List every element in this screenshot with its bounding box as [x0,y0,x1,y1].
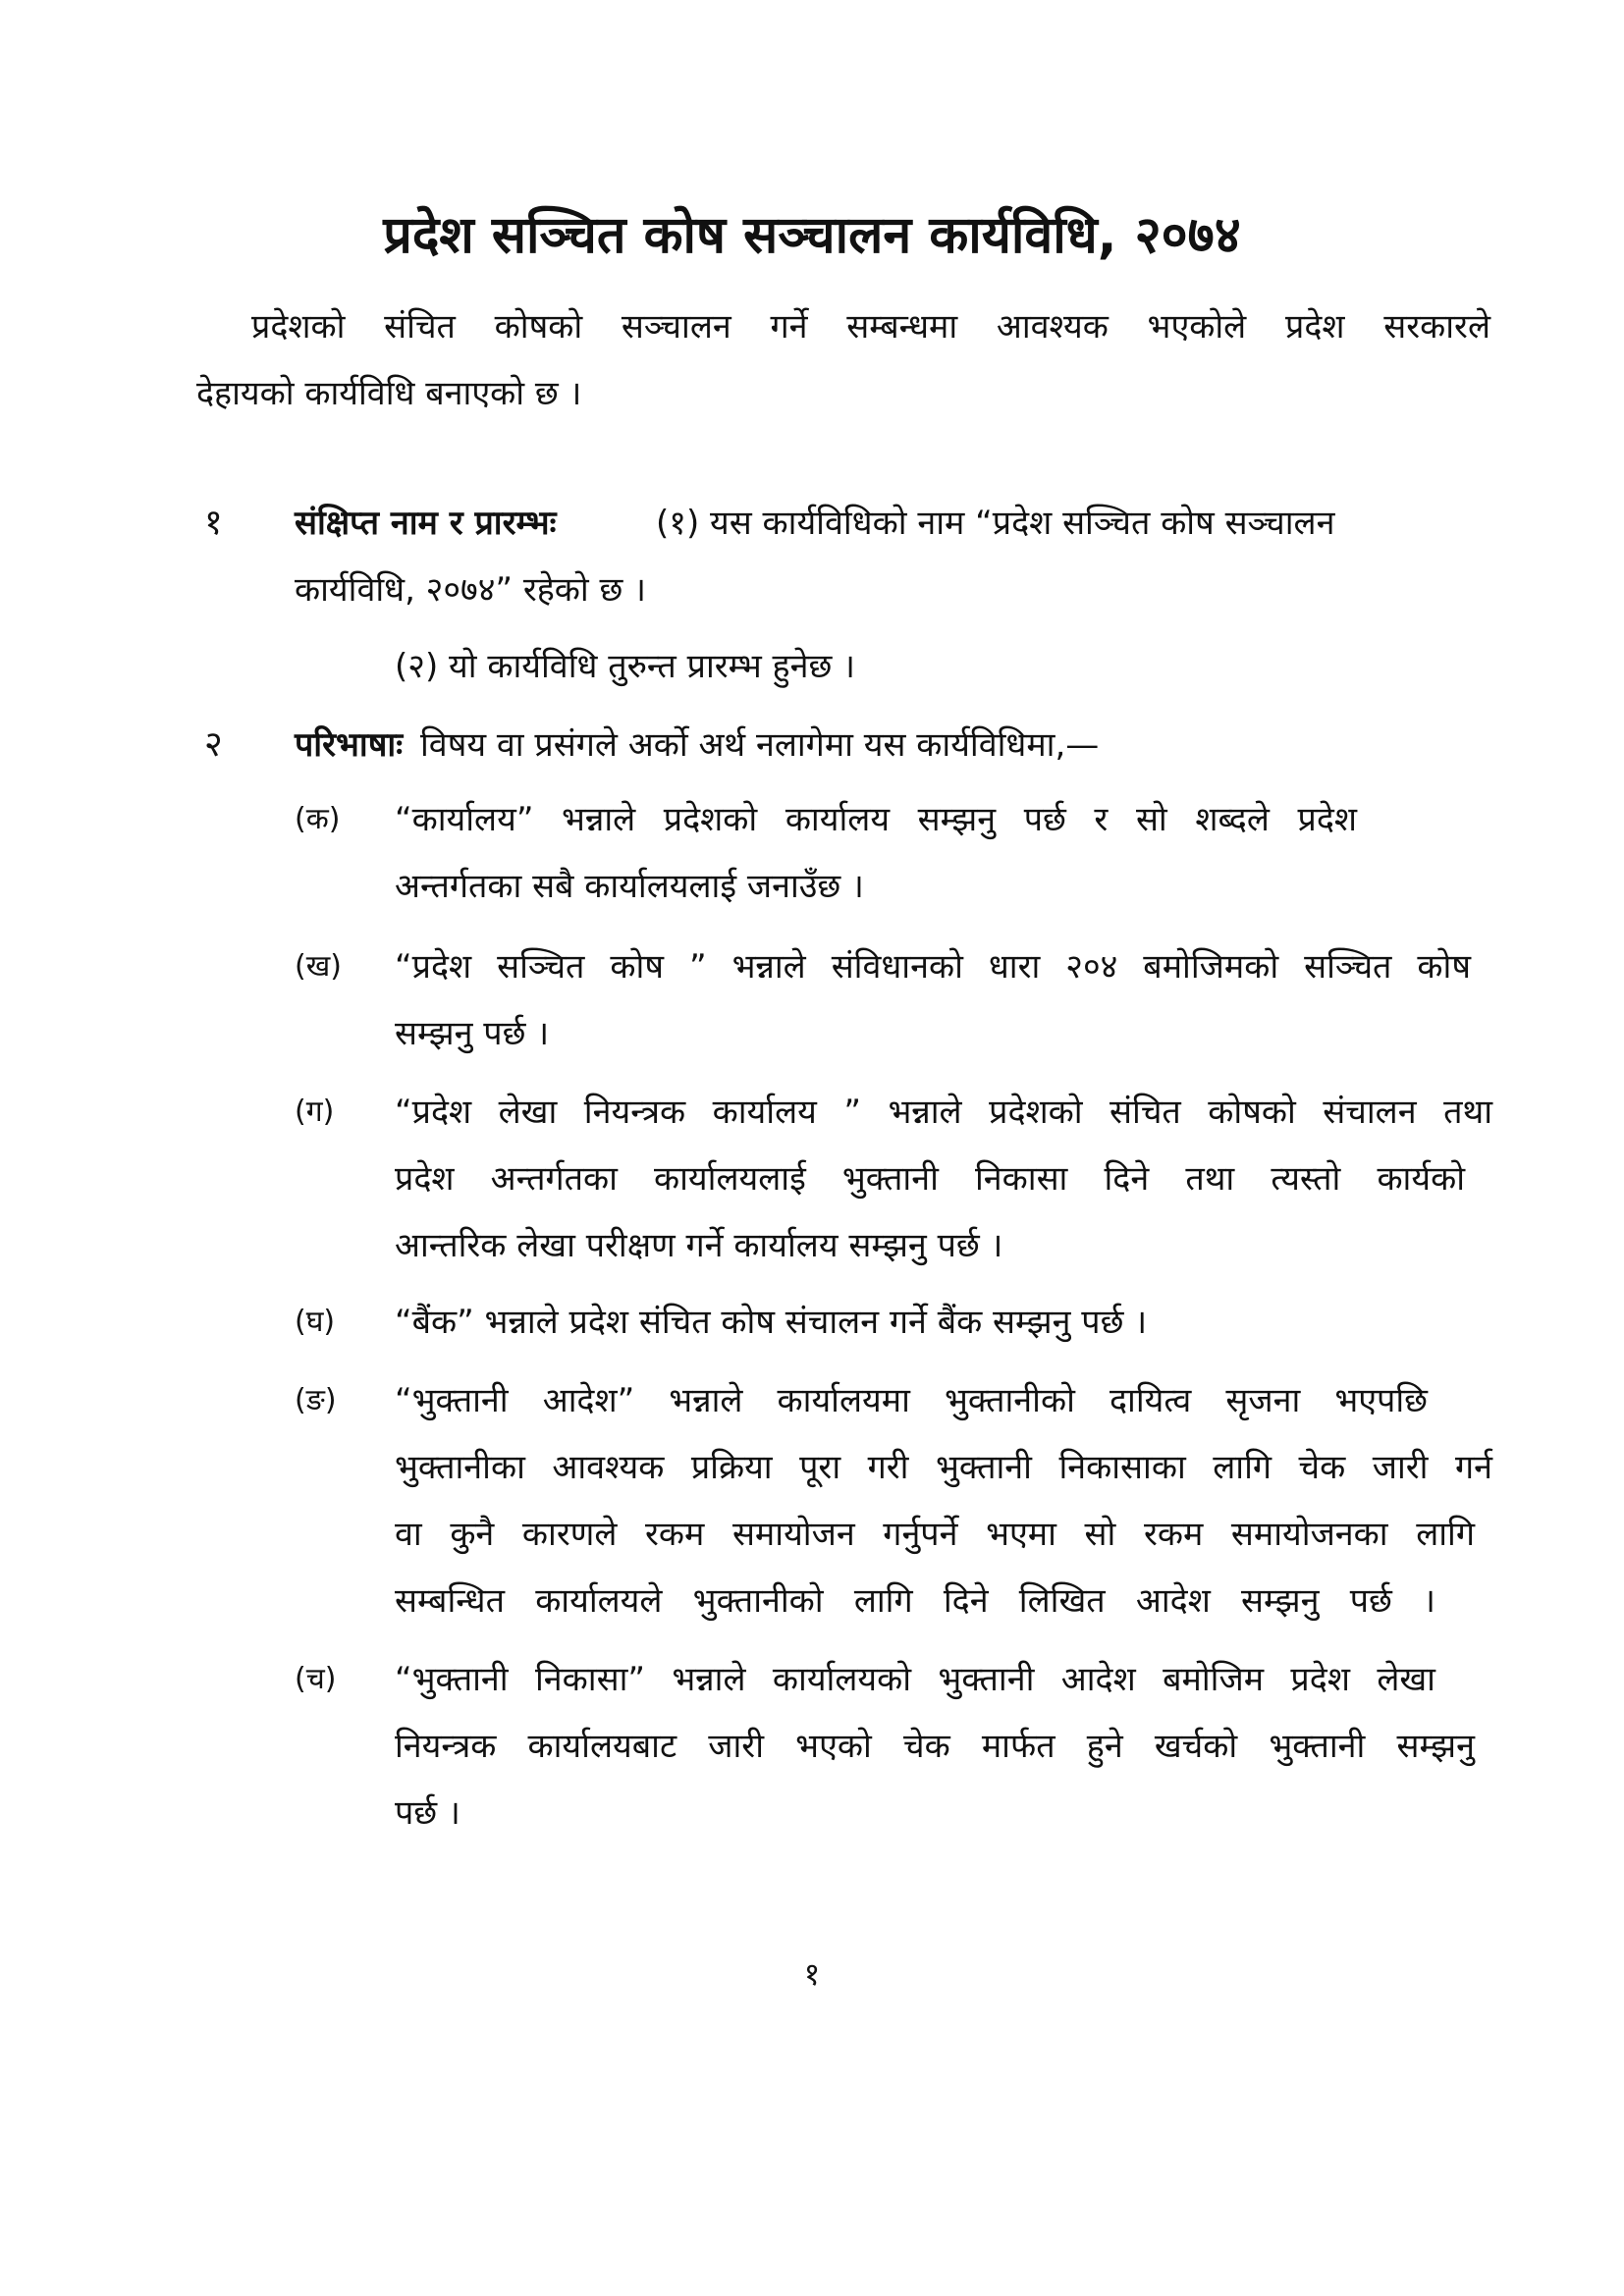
definition-marker-ga: (ग) [295,1095,335,1129]
definition-ga-line-2: प्रदेश अन्तर्गतका कार्यालयलाई भुक्तानी निकासा दिने तथा त्यस्तो कार्यको [395,1159,1465,1199]
page-number: १ [803,1955,821,1993]
definition-kha-line-1: “प्रदेश सञ्चित कोष ” भन्नाले संविधानको धारा २०४ बमोजिमको सञ्चित कोष [395,947,1471,987]
definition-marker-cha: (च) [295,1662,337,1696]
document-title: प्रदेश सञ्चित कोष सञ्चालन कार्यविधि, २०७४ [383,206,1241,265]
section-1-line-2: कार्यविधि, २०७४” रहेको छ । [295,570,647,610]
definition-nga-line-2: भुक्तानीका आवश्यक प्रक्रिया पूरा गरी भुक्तानी निकासाका लागि चेक जारी गर्न [395,1448,1492,1487]
section-2-number: २ [204,724,223,765]
definition-ga-line-3: आन्तरिक लेखा परीक्षण गर्ने कार्यालय सम्झनु पर्छ । [395,1226,1003,1265]
definition-marker-ka: (क) [295,802,341,836]
definition-cha-line-1: “भुक्तानी निकासा” भन्नाले कार्यालयको भुक्तानी आदेश बमोजिम प्रदेश लेखा [395,1660,1435,1699]
definition-kha-line-2: सम्झनु पर्छ । [395,1014,550,1053]
definition-gha-line-1: “बैंक” भन्नाले प्रदेश संचित कोष संचालन गर्ने बैंक सम्झनु पर्छ । [395,1303,1148,1342]
definition-marker-nga: (ङ) [295,1383,337,1417]
definition-nga-line-4: सम्बन्धित कार्यालयले भुक्तानीको लागि दिने लिखित आदेश सम्झनु पर्छ । [395,1581,1435,1621]
section-2-intro: विषय वा प्रसंगले अर्को अर्थ नलागेमा यस कार्यविधिमा,— [420,725,1100,765]
preamble-line-2: देहायको कार्यविधि बनाएको छ । [196,374,582,413]
definition-marker-kha: (ख) [295,949,342,984]
section-1-number: १ [204,503,223,543]
section-1-sub-2: (२) यो कार्यविधि तुरुन्त प्रारम्भ हुनेछ । [395,647,856,686]
definition-ga-line-1: “प्रदेश लेखा नियन्त्रक कार्यालय ” भन्नाले प्रदेशको संचित कोषको संचालन तथा [395,1093,1492,1132]
definition-nga-line-1: “भुक्तानी आदेश” भन्नाले कार्यालयमा भुक्तानीको दायित्व सृजना भएपछि [395,1381,1428,1420]
section-1-line-1: (१) यस कार्यविधिको नाम “प्रदेश सञ्चित कोष सञ्चालन [656,504,1335,543]
definition-nga-line-3: वा कुनै कारणले रकम समायोजन गर्नुपर्ने भएमा सो रकम समायोजनका लागि [395,1515,1475,1554]
definition-ka-line-1: “कार्यालय” भन्नाले प्रदेशको कार्यालय सम्झनु पर्छ र सो शब्दले प्रदेश [395,800,1357,839]
definition-cha-line-2: नियन्त्रक कार्यालयबाट जारी भएको चेक मार्फत हुने खर्चको भुक्तानी सम्झनु [395,1727,1475,1766]
preamble-line-1: प्रदेशको संचित कोषको सञ्चालन गर्ने सम्बन्धमा आवश्यक भएकोले प्रदेश सरकारले [251,307,1490,347]
definition-marker-gha: (घ) [295,1305,336,1339]
definition-cha-line-3: पर्छ । [395,1793,460,1833]
section-2-heading: परिभाषाः [295,725,404,765]
section-1-heading: संक्षिप्त नाम र प्रारम्भः [295,504,557,543]
definition-ka-line-2: अन्तर्गतका सबै कार्यालयलाई जनाउँछ । [395,867,864,906]
